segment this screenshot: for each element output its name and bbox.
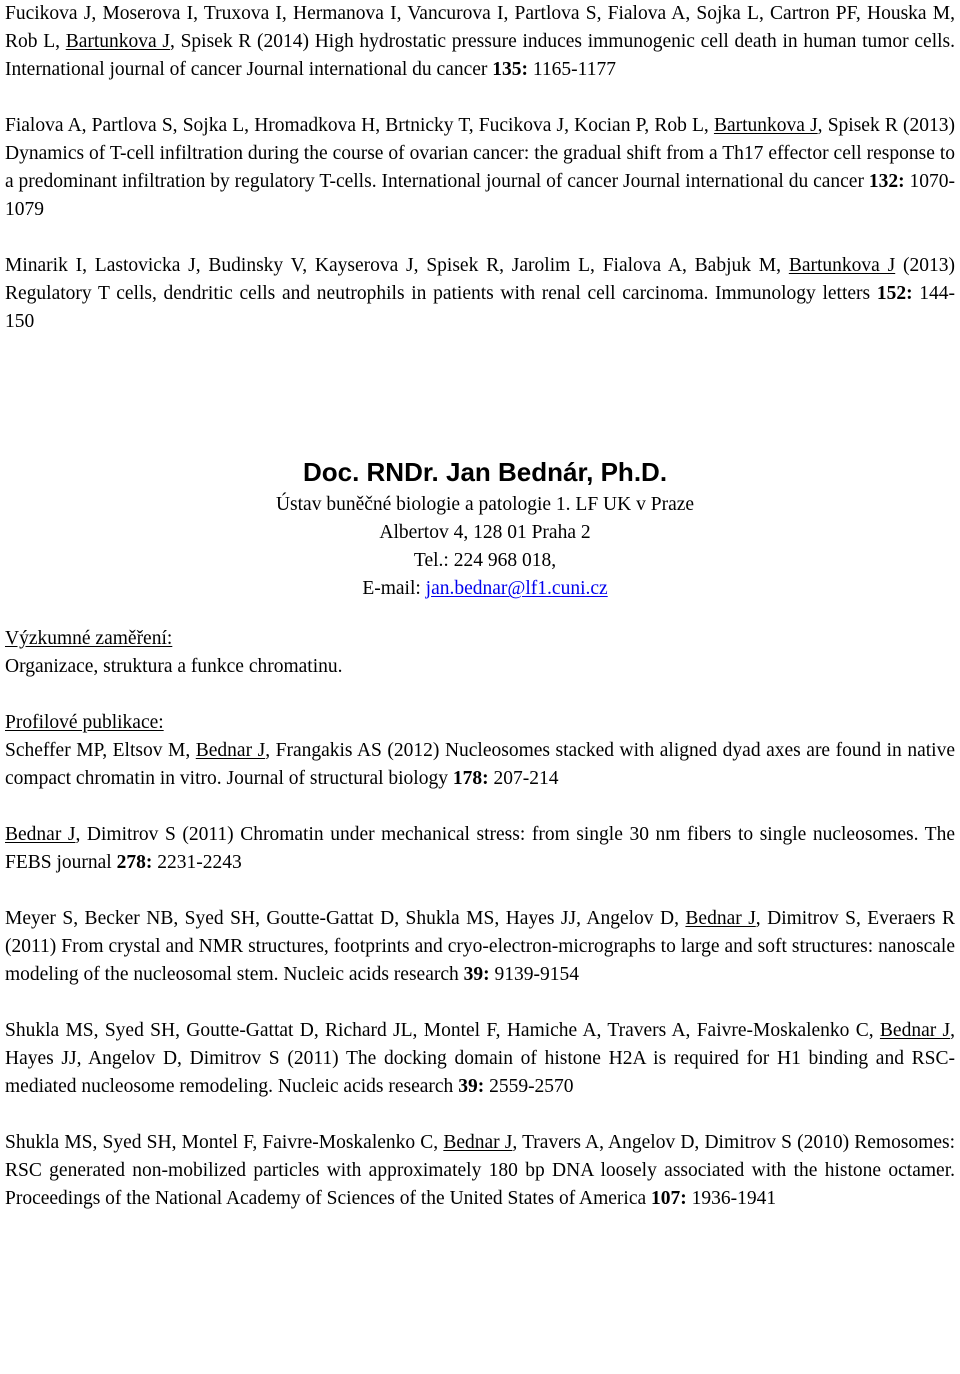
- ref-title-journal: (2013) Regulatory T cells, dendritic cells and neutrophils in patients with renal cell carcinoma. Immunology letters: [5, 255, 955, 304]
- ref-title-journal: , Frangakis AS (2012) Nucleosomes stacked with aligned dyad axes are found in native compact chromatin in vitro. Journal of structural biology: [5, 740, 955, 789]
- publication-5: [5, 1129, 955, 1213]
- publications-section: [5, 709, 955, 1213]
- ref-pages: 1070-1079: [5, 171, 955, 220]
- publication-4: [5, 1017, 955, 1101]
- ref-authors: Shukla MS, Syed SH, Montel F, Faivre-Moskalenko C,: [5, 1132, 444, 1153]
- ref-pages: 2559-2570: [484, 1076, 574, 1097]
- ref-authors: Fialova A, Partlova S, Sojka L, Hromadkova H, Brtnicky T, Fucikova J, Kocian P, Rob L,: [5, 115, 714, 136]
- ref-highlighted-author: Bednar J: [443, 1132, 513, 1153]
- ref-pages: 144-150: [5, 283, 955, 332]
- ref-authors: Scheffer MP, Eltsov M,: [5, 740, 196, 761]
- reference-top-3: [5, 252, 955, 336]
- research-text: Organizace, struktura a funkce chromatinu.: [5, 656, 343, 677]
- ref-authors: Shukla MS, Syed SH, Goutte-Gattat D, Richard JL, Montel F, Hamiche A, Travers A, Faivre-Moskalenko C,: [5, 1020, 880, 1041]
- ref-title-journal: , Hayes JJ, Angelov D, Dimitrov S (2011) The docking domain of histone H2A is required for H1 binding and RSC-mediated nucleosome remodeling. Nucleic acids research: [5, 1020, 955, 1097]
- reference-top-1: [5, 0, 955, 84]
- ref-pages: 207-214: [488, 768, 559, 789]
- ref-title-journal: , Dimitrov S (2011) Chromatin under mechanical stress: from single 30 nm fibers to single nucleosomes. The FEBS journal: [5, 824, 955, 873]
- ref-highlighted-author: Bednar J: [879, 1020, 951, 1041]
- ref-volume: 132:: [868, 171, 905, 192]
- ref-title-journal: , Travers A, Angelov D, Dimitrov S (2010) Remosomes: RSC generated non-mobilized particles with approximately 180 bp DNA loosely associated with the histone octamer. Proceedings of the National Academy of Sciences of the United States of America: [5, 1132, 955, 1209]
- ref-highlighted-author: Bednar J: [685, 908, 756, 929]
- ref-volume: 135:: [492, 59, 529, 80]
- phone: Tel.: 224 968 018,: [413, 550, 557, 571]
- ref-volume: 107:: [651, 1188, 687, 1209]
- publication-1: [5, 737, 955, 793]
- ref-pages: 2231-2243: [152, 852, 242, 873]
- contact-block: [10, 449, 960, 603]
- ref-volume: 278:: [116, 852, 153, 873]
- ref-highlighted-author: Bartunkova J: [65, 31, 170, 52]
- ref-authors: Minarik I, Lastovicka J, Budinsky V, Kayserova J, Spisek R, Jarolim L, Fialova A, Babjuk M,: [5, 255, 789, 276]
- ref-highlighted-author: Bartunkova J: [788, 255, 896, 276]
- email-line: [10, 575, 960, 603]
- ref-pages: 9139-9154: [489, 964, 580, 985]
- research-heading: Výzkumné zaměření:: [5, 628, 173, 649]
- ref-highlighted-author: Bednar J: [5, 824, 76, 845]
- publication-3: [5, 905, 955, 989]
- ref-title-journal: , Dimitrov S, Everaers R (2011) From crystal and NMR structures, footprints and cryo-electron-micrographs to large and soft structures: nanoscale modeling of the nucleosomal stem. Nucleic acids research: [5, 908, 955, 985]
- ref-volume: 178:: [452, 768, 489, 789]
- ref-authors: Fucikova J, Moserova I, Truxova I, Hermanova I, Vancurova I, Partlova S, Fialova A, Sojka L, Cartron PF, Houska M, Rob L,: [5, 3, 955, 52]
- publication-2: [5, 821, 955, 877]
- institute: Ústav buněčné biologie a patologie 1. LF UK v Praze: [275, 494, 695, 515]
- ref-volume: 39:: [458, 1076, 485, 1097]
- ref-highlighted-author: Bartunkova J: [713, 115, 818, 136]
- reference-top-2: [5, 112, 955, 224]
- ref-title-journal: , Spisek R (2014) High hydrostatic pressure induces immunogenic cell death in human tumor cells. International journal of cancer Journal international du cancer: [5, 31, 955, 80]
- ref-pages: 1936-1941: [686, 1188, 777, 1209]
- address: Albertov 4, 128 01 Praha 2: [379, 522, 591, 543]
- ref-pages: 1165-1177: [528, 59, 616, 80]
- email-label: E-mail:: [362, 578, 426, 599]
- document-page: [5, 0, 955, 1213]
- person-name: Doc. RNDr. Jan Bednár, Ph.D.: [302, 457, 668, 487]
- email-link[interactable]: jan.bednar@lf1.cuni.cz: [425, 578, 608, 599]
- ref-volume: 39:: [463, 964, 490, 985]
- ref-authors: Meyer S, Becker NB, Syed SH, Goutte-Gattat D, Shukla MS, Hayes JJ, Angelov D,: [5, 908, 686, 929]
- ref-title-journal: , Spisek R (2013) Dynamics of T-cell infiltration during the course of ovarian cancer: the gradual shift from a Th17 effector cell response to a predominant infiltration by regulatory T-cells. International journal of cancer Journal international du cancer: [5, 115, 956, 192]
- ref-highlighted-author: Bednar J: [195, 740, 266, 761]
- research-section: [5, 625, 955, 681]
- publications-heading: Profilové publikace:: [5, 712, 164, 733]
- ref-volume: 152:: [876, 283, 913, 304]
